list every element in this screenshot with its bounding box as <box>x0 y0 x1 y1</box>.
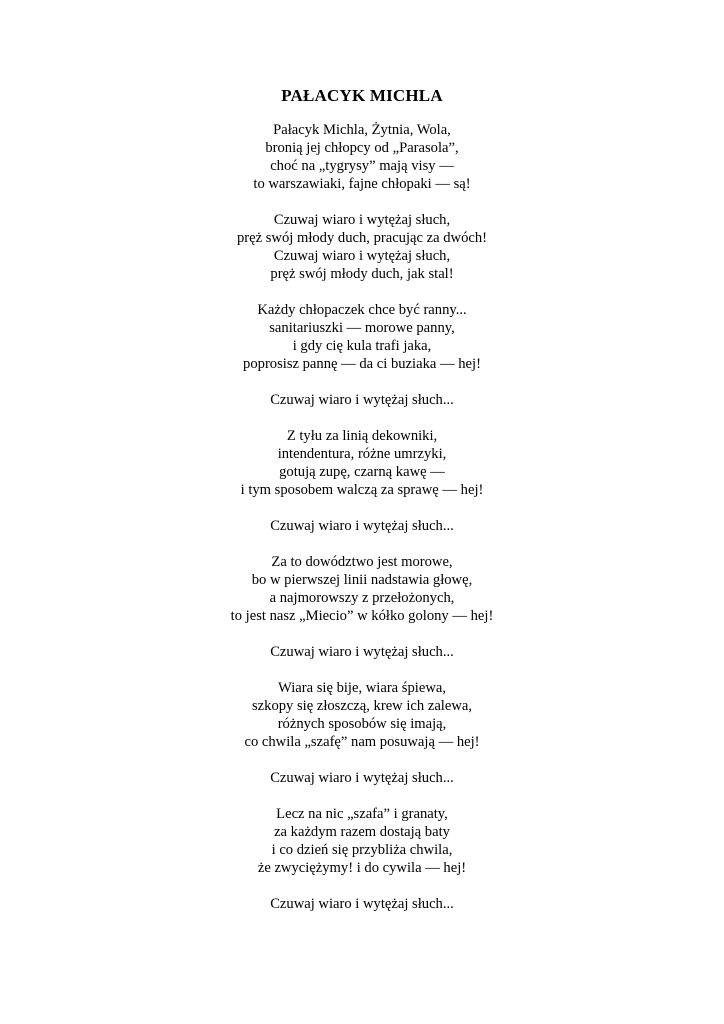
poem-line: bo w pierwszej linii nadstawia głowę, <box>251 572 473 588</box>
poem-line: to warszawiaki, fajne chłopaki — są! <box>253 176 471 192</box>
poem-line: intendentura, różne umrzyki, <box>277 446 447 462</box>
poem-line: Czuwaj wiaro i wytężaj słuch, <box>273 212 451 228</box>
stanza <box>0 301 724 373</box>
poem-line: Czuwaj wiaro i wytężaj słuch, <box>273 248 451 264</box>
poem-line: Pałacyk Michla, Żytnia, Wola, <box>273 122 451 138</box>
poem-line: Za to dowództwo jest morowe, <box>271 554 453 570</box>
stanza <box>0 211 724 283</box>
stanza <box>0 679 724 751</box>
poem-title: PAŁACYK MICHLA <box>281 86 443 105</box>
poem-line: i gdy cię kula trafi jaka, <box>292 338 432 354</box>
stanza <box>0 121 724 193</box>
poem-line: Czuwaj wiaro i wytężaj słuch... <box>270 644 454 660</box>
poem-line: gotują zupę, czarną kawę — <box>279 464 445 480</box>
poem-line: co chwila „szafę” nam posuwają — hej! <box>244 734 480 750</box>
stanza <box>0 769 724 787</box>
poem-line: choć na „tygrysy” mają visy — <box>270 158 454 174</box>
poem-line: pręż swój młody duch, jak stal! <box>270 266 454 282</box>
stanza <box>0 427 724 499</box>
poem-line: za każdym razem dostają baty <box>274 824 450 840</box>
poem-line: to jest nasz „Miecio” w kółko golony — hej! <box>230 608 494 624</box>
poem-line: a najmorowszy z przełożonych, <box>269 590 455 606</box>
poem-line: bronią jej chłopcy od „Parasola”, <box>265 140 459 156</box>
poem-line: Czuwaj wiaro i wytężaj słuch... <box>270 392 454 408</box>
poem-line: szkopy się złoszczą, krew ich zalewa, <box>251 698 473 714</box>
poem-line: Z tyłu za linią dekowniki, <box>286 428 438 444</box>
poem-line: poprosisz pannę — da ci buziaka — hej! <box>243 356 481 372</box>
poem-body <box>0 121 724 931</box>
poem-line: że zwyciężymy! i do cywila — hej! <box>257 860 467 876</box>
poem-line: i tym sposobem walczą za sprawę — hej! <box>240 482 484 498</box>
poem-line: Czuwaj wiaro i wytężaj słuch... <box>270 896 454 912</box>
poem-line: sanitariuszki — morowe panny, <box>269 320 455 336</box>
stanza <box>0 643 724 661</box>
poem-line: Lecz na nic „szafa” i granaty, <box>276 806 448 822</box>
stanza <box>0 805 724 877</box>
stanza <box>0 391 724 409</box>
poem-line: Czuwaj wiaro i wytężaj słuch... <box>270 518 454 534</box>
poem-line: Wiara się bije, wiara śpiewa, <box>278 680 446 696</box>
poem-line: i co dzień się przybliża chwila, <box>271 842 453 858</box>
stanza <box>0 517 724 535</box>
poem-line: Każdy chłopaczek chce być ranny... <box>257 302 467 318</box>
poem-line: pręż swój młody duch, pracując za dwóch! <box>236 230 488 246</box>
stanza <box>0 895 724 913</box>
poem-line: Czuwaj wiaro i wytężaj słuch... <box>270 770 454 786</box>
stanza <box>0 553 724 625</box>
poem-line: różnych sposobów się imają, <box>277 716 447 732</box>
